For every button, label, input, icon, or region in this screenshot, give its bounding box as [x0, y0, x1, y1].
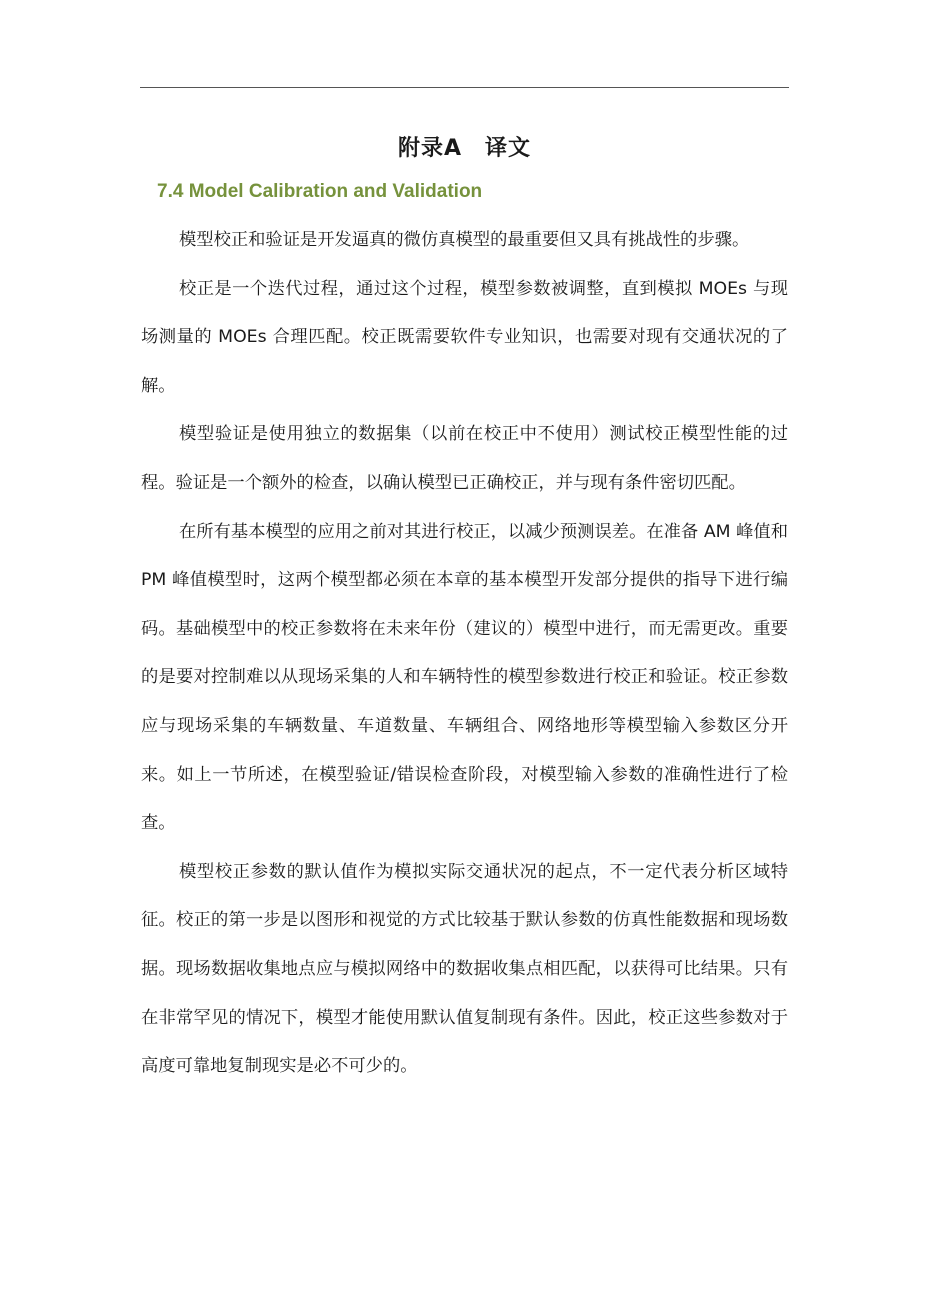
paragraph: 在所有基本模型的应用之前对其进行校正，以减少预测误差。在准备 AM 峰值和 PM 峰值模型时，这两个模型都必须在本章的基本模型开发部分提供的指导下进行编码。基础模型中的校正参数将在未来年份（建议的）模型中进行，而无需更改。重要的是要对控制难以从现场采集的人和车辆特性的模型参数进行校正和验证。校正参数应与现场采集的车辆数量、车道数量、车辆组合、网络地形等模型输入参数区分开来。如上一节所述，在模型验证/错误检查阶段，对模型输入参数的准确性进行了检查。	[141, 521, 788, 834]
section-heading: 7.4 Model Calibration and Validation	[157, 181, 483, 202]
page-title: 附录A 译文	[397, 136, 532, 161]
paragraph: 模型校正参数的默认值作为模拟实际交通状况的起点，不一定代表分析区域特征。校正的第一步是以图形和视觉的方式比较基于默认参数的仿真性能数据和现场数据。现场数据收集地点应与模拟网络中的数据收集点相匹配，以获得可比结果。只有在非常罕见的情况下，模型才能使用默认值复制现有条件。因此，校正这些参数对于高度可靠地复制现实是必不可少的。	[141, 861, 788, 1077]
header-rule	[140, 87, 789, 88]
body-text	[141, 216, 788, 1091]
paragraph: 模型验证是使用独立的数据集（以前在校正中不使用）测试校正模型性能的过程。验证是一个额外的检查，以确认模型已正确校正，并与现有条件密切匹配。	[141, 424, 788, 493]
paragraph: 模型校正和验证是开发逼真的微仿真模型的最重要但又具有挑战性的步骤。	[179, 230, 750, 250]
paragraph: 校正是一个迭代过程，通过这个过程，模型参数被调整，直到模拟 MOEs 与现场测量的 MOEs 合理匹配。校正既需要软件专业知识，也需要对现有交通状况的了解。	[141, 278, 788, 396]
